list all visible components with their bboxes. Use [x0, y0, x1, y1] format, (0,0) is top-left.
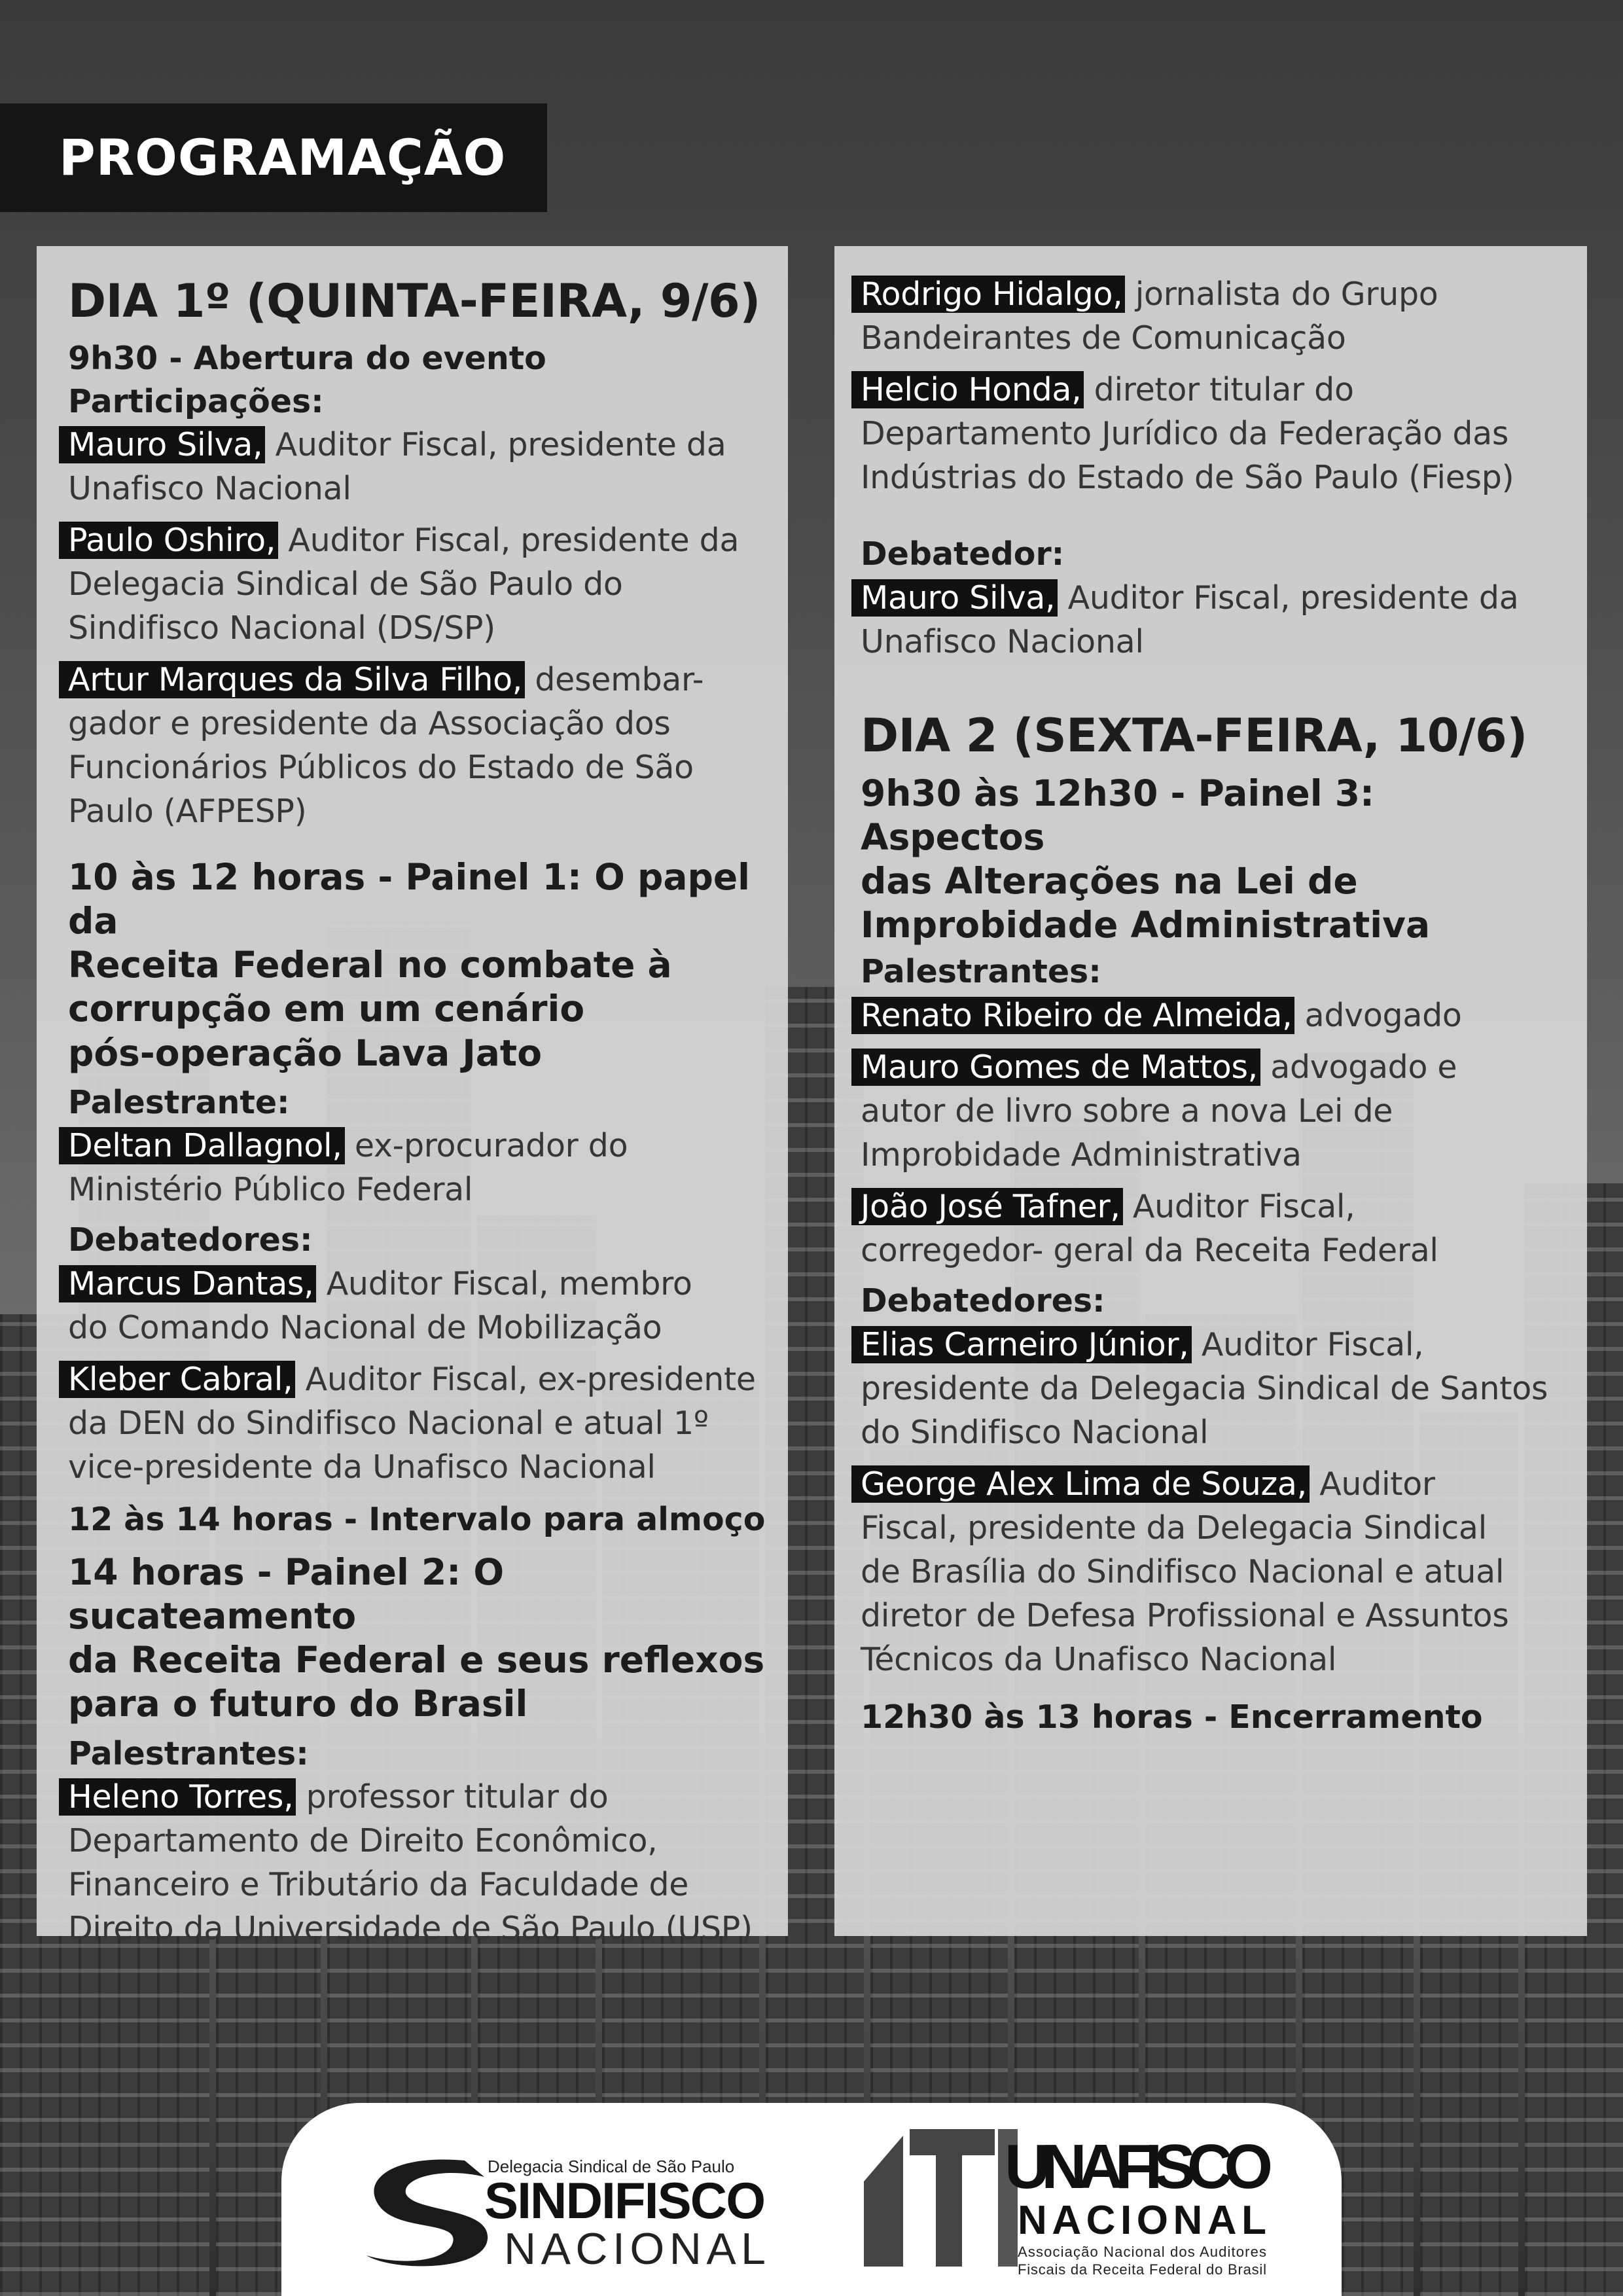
person-description-line: do Sindifisco Nacional: [861, 1413, 1209, 1451]
person-description-line: Improbidade Administrativa: [861, 1136, 1302, 1174]
person-description: jornalista do Grupo: [1125, 276, 1438, 313]
person-description-line: do Comando Nacional de Mobilização: [68, 1309, 662, 1347]
person-description: Auditor Fiscal, ex-presidente: [295, 1361, 756, 1399]
person-description-line: Unafisco Nacional: [68, 470, 351, 508]
panel3-debaters-label: Debatedores:: [861, 1282, 1105, 1320]
person-description-line: Fiscal, presidente da Delegacia Sindical: [861, 1509, 1487, 1547]
panel2-speakers-continued: [851, 272, 1565, 499]
person-description: Auditor Fiscal, presidente da: [1058, 579, 1519, 617]
person-entry: [59, 518, 766, 650]
person-description-line: Sindifisco Nacional (DS/SP): [68, 609, 495, 647]
person-entry: [59, 1262, 766, 1350]
person-description-line: Técnicos da Unafisco Nacional: [861, 1640, 1337, 1678]
person-entry: [851, 368, 1565, 499]
person-name: Renato Ribeiro de Almeida,: [851, 997, 1294, 1034]
person-description: ex-procurador do: [344, 1127, 628, 1165]
day1-heading: DIA 1º (QUINTA-FEIRA, 9/6): [68, 274, 760, 328]
day1-panel: [37, 246, 788, 1948]
person-entry: [59, 1357, 766, 1489]
person-description-line: Direito da Universidade de São Paulo (USP): [68, 1910, 753, 1948]
person-description: advogado e: [1260, 1049, 1457, 1086]
person-name: Heleno Torres,: [59, 1778, 296, 1816]
person-entry: [851, 1462, 1565, 1681]
person-description-line: gador e presidente da Associação dos: [68, 705, 671, 743]
person-name: Rodrigo Hidalgo,: [851, 276, 1125, 313]
day2-panel: [834, 246, 1587, 1936]
person-name: Paulo Oshiro,: [59, 522, 278, 559]
person-entry: [851, 1323, 1565, 1454]
unafisco-logo-tag2: Fiscais da Receita Federal do Brasil: [1018, 2261, 1266, 2278]
person-description-line: Ministério Público Federal: [68, 1171, 473, 1209]
sindifisco-logo-main: SINDIFISCO: [484, 2172, 766, 2229]
panel3-debaters-list: [851, 1323, 1565, 1681]
person-entry: [59, 658, 766, 833]
person-name: Helcio Honda,: [851, 371, 1084, 408]
person-description-line: Financeiro e Tributário da Faculdade de: [68, 1866, 689, 1904]
person-entry: [59, 423, 766, 511]
panel2-speakers-list: [59, 1775, 766, 1950]
person-description-line: Paulo (AFPESP): [68, 793, 307, 831]
panel3-speakers-label: Palestrantes:: [861, 953, 1101, 991]
person-description-line: Bandeirantes de Comunicação: [861, 319, 1346, 357]
person-description-line: de Brasília do Sindifisco Nacional e atual: [861, 1552, 1505, 1590]
person-description: Auditor: [1309, 1465, 1435, 1503]
footer-logos: [281, 2103, 1342, 2296]
page-title: PROGRAMAÇÃO: [59, 128, 507, 187]
person-name: Mauro Gomes de Mattos,: [851, 1049, 1260, 1086]
panel1-speakers-list: [59, 1124, 766, 1211]
person-description: desembar-: [525, 661, 704, 699]
sindifisco-logo: [353, 2141, 772, 2272]
person-entry: [851, 1045, 1565, 1177]
person-name: Marcus Dantas,: [59, 1265, 316, 1302]
person-entry: [851, 576, 1565, 664]
person-description-line: da DEN do Sindifisco Nacional e atual 1º: [68, 1405, 709, 1443]
person-entry: [851, 272, 1565, 360]
panel2-title: 14 horas - Painel 2: O sucateamento da Receita Federal e seus reflexos para o futuro do Brasil: [68, 1551, 765, 1725]
person-description-line: autor de livro sobre a nova Lei de: [861, 1092, 1393, 1130]
person-description-line: diretor de Defesa Profissional e Assuntos: [861, 1596, 1509, 1634]
panel3-speakers-list: [851, 994, 1565, 1272]
person-name: Mauro Silva,: [59, 426, 265, 463]
lunch-break: 12 às 14 horas - Intervalo para almoço: [68, 1501, 766, 1539]
participations-label: Participações:: [68, 382, 324, 420]
opening-time: 9h30 - Abertura do evento: [68, 340, 546, 378]
person-entry: [59, 1124, 766, 1211]
panel1-speaker-label: Palestrante:: [68, 1083, 290, 1121]
person-description-line: Indústrias do Estado de São Paulo (Fiesp): [861, 459, 1514, 496]
sindifisco-logo-top: Delegacia Sindical de São Paulo: [488, 2157, 735, 2176]
panel1-debaters-label: Debatedores:: [68, 1221, 313, 1259]
panel2-debaters-list: [851, 576, 1565, 664]
person-name: Elias Carneiro Júnior,: [851, 1326, 1192, 1363]
person-description-line: Funcionários Públicos do Estado de São: [68, 749, 694, 787]
participants-list: [59, 423, 766, 833]
closing-time: 12h30 às 13 horas - Encerramento: [861, 1698, 1483, 1736]
person-name: Deltan Dallagnol,: [59, 1127, 345, 1164]
sindifisco-logo-sub: NACIONAL: [504, 2224, 766, 2272]
title-bar: [0, 103, 547, 212]
person-description: Auditor Fiscal,: [1191, 1325, 1424, 1363]
unafisco-logo-main: UNAFISCO: [1005, 2132, 1273, 2202]
person-description-line: Unafisco Nacional: [861, 622, 1144, 660]
person-description: Auditor Fiscal, presidente da: [278, 522, 740, 560]
person-entry: [851, 1185, 1565, 1272]
person-description-line: presidente da Delegacia Sindical de Santos: [861, 1369, 1548, 1407]
person-description-line: Departamento Jurídico da Federação das: [861, 415, 1509, 452]
person-entry: [59, 1775, 766, 1950]
person-description-line: Delegacia Sindical de São Paulo do: [68, 565, 623, 603]
panel1-title: 10 às 12 horas - Painel 1: O papel da Receita Federal no combate à corrupção em um cenário pós-operação Lava Jato: [68, 856, 750, 1074]
person-description: advogado: [1294, 997, 1462, 1035]
person-entry: [851, 994, 1565, 1037]
panel1-debaters-list: [59, 1262, 766, 1489]
person-description: diretor titular do: [1084, 371, 1354, 408]
unafisco-logo-sub: NACIONAL: [1018, 2198, 1266, 2243]
panel2-speakers-label: Palestrantes:: [68, 1734, 309, 1772]
person-description: Auditor Fiscal, membro: [316, 1265, 692, 1303]
debater-label: Debatedor:: [861, 535, 1065, 573]
day2-heading: DIA 2 (SEXTA-FEIRA, 10/6): [861, 708, 1527, 762]
person-name: Mauro Silva,: [851, 579, 1058, 617]
person-name: Kleber Cabral,: [59, 1361, 295, 1398]
person-description: professor titular do: [296, 1778, 609, 1816]
person-description: Auditor Fiscal,: [1122, 1188, 1355, 1226]
unafisco-logo-tag1: Associação Nacional dos Auditores: [1018, 2244, 1266, 2260]
person-description-line: Departamento de Direito Econômico,: [68, 1822, 658, 1860]
person-name: João José Tafner,: [851, 1188, 1123, 1225]
person-description: Auditor Fiscal, presidente da: [265, 426, 726, 464]
unafisco-logo: [864, 2116, 1283, 2286]
person-name: Artur Marques da Silva Filho,: [59, 661, 525, 698]
panel3-title: 9h30 às 12h30 - Painel 3: Aspectos das Alterações na Lei de Improbidade Administrativa: [861, 772, 1431, 946]
person-name: George Alex Lima de Souza,: [851, 1465, 1310, 1503]
person-description-line: vice-presidente da Unafisco Nacional: [68, 1448, 656, 1486]
person-description-line: corregedor- geral da Receita Federal: [861, 1232, 1438, 1270]
